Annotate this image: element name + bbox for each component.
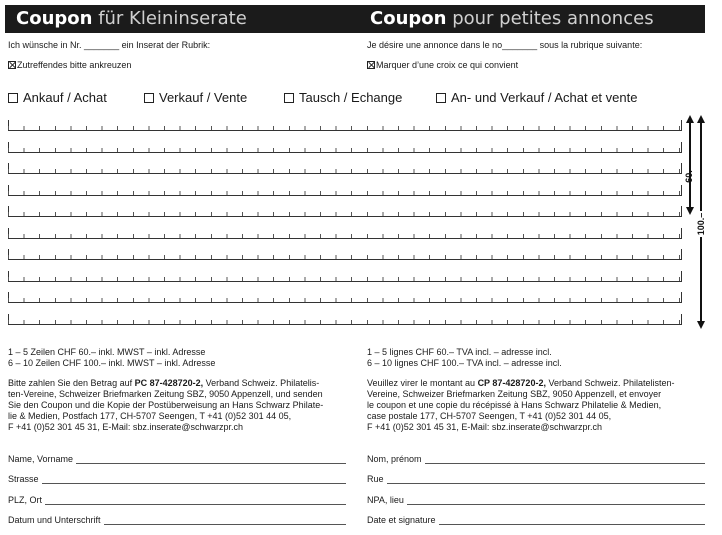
ad-text-line[interactable] — [8, 164, 682, 174]
street-field-de[interactable]: Strasse — [8, 474, 346, 488]
zip-city-field-fr[interactable]: NPA, lieu — [367, 495, 705, 509]
check-hint-fr: Marquer d’une croix ce qui convient — [367, 60, 518, 71]
crossed-box-icon — [8, 61, 16, 69]
marker-100: 100.– — [696, 212, 706, 236]
checkbox-icon[interactable] — [144, 93, 154, 103]
marker-60: 60.– — [684, 165, 694, 183]
request-text-fr: Je désire une annonce dans le no_______ sous la rubrique suivante: — [367, 40, 643, 50]
ad-text-line[interactable] — [8, 186, 682, 196]
arrow-down-icon — [686, 207, 694, 215]
check-hint-de: Zutreffendes bitte ankreuzen — [8, 60, 131, 71]
request-text-de: Ich wünsche in Nr. _______ ein Inserat der Rubrik: — [8, 40, 211, 50]
checkbox-icon[interactable] — [8, 93, 18, 103]
ad-text-line[interactable] — [8, 143, 682, 153]
ad-text-line[interactable] — [8, 293, 682, 303]
category-option-buy-and-sell[interactable]: An- und Verkauf / Achat et vente — [436, 90, 637, 105]
ad-text-line[interactable] — [8, 207, 682, 217]
ad-text-line[interactable] — [8, 272, 682, 282]
title-french: Coupon pour petites annonces — [370, 8, 654, 29]
checkbox-icon[interactable] — [436, 93, 446, 103]
name-field-de[interactable]: Name, Vorname — [8, 454, 346, 468]
category-option-sale[interactable]: Verkauf / Vente — [144, 90, 247, 105]
name-field-fr[interactable]: Nom, prénom — [367, 454, 705, 468]
ad-text-line[interactable] — [8, 315, 682, 325]
ad-text-line[interactable] — [8, 229, 682, 239]
pricing-fr: 1 – 5 lignes CHF 60.– TVA incl. – adresse incl. 6 – 10 lignes CHF 100.– TVA incl. – adresse incl. — [367, 347, 562, 368]
arrow-down-icon — [697, 321, 705, 329]
pricing-de: 1 – 5 Zeilen CHF 60.– inkl. MWST – inkl. Adresse 6 – 10 Zeilen CHF 100.– inkl. MWST – inkl. Adresse — [8, 347, 216, 368]
ad-text-line[interactable] — [8, 250, 682, 260]
title-bar — [5, 5, 705, 33]
title-german: Coupon für Kleininserate — [16, 8, 247, 29]
payment-instructions-de: Bitte zahlen Sie den Betrag auf PC 87-428720-2, Verband Schweiz. Philatelis- ten-Vereine, Schweizer Briefmarken Zeitung SBZ, 9050 Appenzell, und senden Sie den Coupon und die Kopie der Postüberweisung an Hans Schwarz Philate- lie & Medien, Postfach 177, CH-5707 Seengen, T +41 (0)52 301 44 05, F +41 (0)52 301 45 31, E-Mail: sbz.inserate@schwarzpr.ch — [8, 378, 324, 432]
price-range-arrows — [683, 115, 713, 329]
arrow-up-icon — [686, 115, 694, 123]
crossed-box-icon — [367, 61, 375, 69]
street-field-fr[interactable]: Rue — [367, 474, 705, 488]
ad-text-line[interactable] — [8, 121, 682, 131]
payment-instructions-fr: Veuillez virer le montant au CP 87-428720-2, Verband Schweiz. Philatelisten- Vereine, Schweizer Briefmarken Zeitung SBZ, 9050 Appenzell, et envoyer le coupon et une copie du récépissé à Hans Schwarz Philatelie & Medien, case postale 177, CH-5707 Seengen, T +41 (0)52 301 44 05, F +41 (0)52 301 45 31, E-Mail: sbz.inserate@schwarzpr.ch — [367, 378, 675, 432]
checkbox-icon[interactable] — [284, 93, 294, 103]
date-signature-field-de[interactable]: Datum und Unterschrift — [8, 515, 346, 529]
arrow-up-icon — [697, 115, 705, 123]
category-option-exchange[interactable]: Tausch / Echange — [284, 90, 402, 105]
date-signature-field-fr[interactable]: Date et signature — [367, 515, 705, 529]
category-option-purchase[interactable]: Ankauf / Achat — [8, 90, 107, 105]
zip-city-field-de[interactable]: PLZ, Ort — [8, 495, 346, 509]
